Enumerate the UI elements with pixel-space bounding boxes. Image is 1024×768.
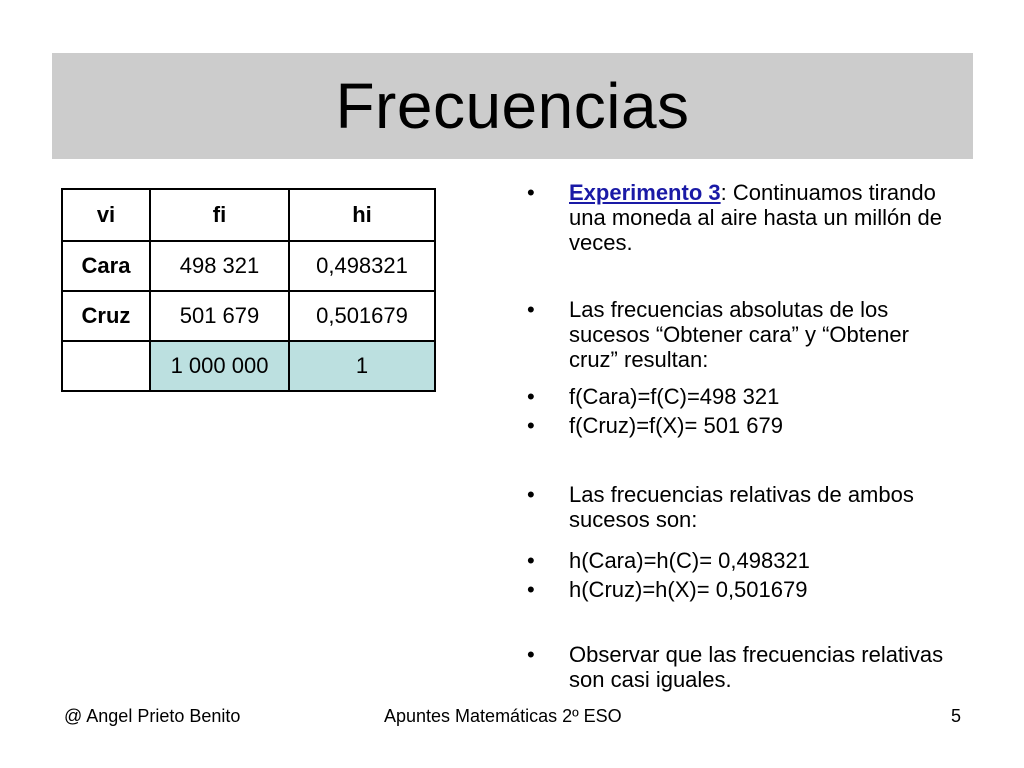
bullet-observation	[527, 642, 957, 692]
header-hi: hi	[289, 189, 435, 241]
footer-page-number: 5	[951, 706, 962, 726]
footer-author: @ Angel Prieto Benito	[64, 706, 241, 726]
bullet-f-cara	[527, 384, 957, 409]
table-header-row	[62, 189, 435, 241]
table-row	[62, 241, 435, 291]
bullet-marker: •	[527, 482, 535, 507]
header-vi: vi	[62, 189, 150, 241]
bullet-marker: •	[527, 413, 535, 438]
slide-title: Frecuencias	[335, 70, 690, 142]
cell-hi-cara: 0,498321	[289, 241, 435, 291]
bullet-marker: •	[527, 577, 535, 602]
cell-fi-total: 1 000 000	[150, 341, 289, 391]
table-row-total	[62, 341, 435, 391]
bullet-marker: •	[527, 180, 535, 205]
cell-fi-cruz: 501 679	[150, 291, 289, 341]
cell-hi-total: 1	[289, 341, 435, 391]
row-label-total	[62, 341, 150, 391]
bullet-marker: •	[527, 548, 535, 573]
footer-course: Apuntes Matemáticas 2º ESO	[384, 706, 622, 726]
bullet-list	[527, 180, 957, 692]
bullet-relative-intro	[527, 482, 957, 532]
title-bar	[52, 53, 973, 159]
bullet-experiment	[527, 180, 957, 255]
cell-hi-cruz: 0,501679	[289, 291, 435, 341]
bullet-marker: •	[527, 384, 535, 409]
bullet-absolute-intro	[527, 297, 957, 372]
header-fi: fi	[150, 189, 289, 241]
bullet-marker: •	[527, 642, 535, 667]
cell-fi-cara: 498 321	[150, 241, 289, 291]
experiment-link[interactable]: Experimento 3	[569, 180, 721, 205]
row-label-cruz: Cruz	[62, 291, 150, 341]
bullet-text: h(Cara)=h(C)= 0,498321	[569, 548, 810, 573]
bullet-text: Las frecuencias relativas de ambos sucesos son:	[569, 482, 914, 532]
bullet-f-cruz	[527, 413, 957, 438]
table-row	[62, 291, 435, 341]
bullet-text: Observar que las frecuencias relativas son casi iguales.	[569, 642, 944, 692]
bullet-marker: •	[527, 297, 535, 322]
bullet-h-cruz	[527, 577, 957, 602]
frequency-table	[61, 188, 436, 392]
bullet-h-cara	[527, 548, 957, 573]
row-label-cara: Cara	[62, 241, 150, 291]
bullet-text: f(Cara)=f(C)=498 321	[569, 384, 780, 409]
bullet-text: : Continuamos tirando una moneda al aire hasta un millón de veces.	[569, 180, 943, 255]
bullet-text: h(Cruz)=h(X)= 0,501679	[569, 577, 808, 602]
bullet-text: f(Cruz)=f(X)= 501 679	[569, 413, 783, 438]
bullet-text: Las frecuencias absolutas de los sucesos “Obtener cara” y “Obtener cruz” resultan:	[569, 297, 909, 372]
